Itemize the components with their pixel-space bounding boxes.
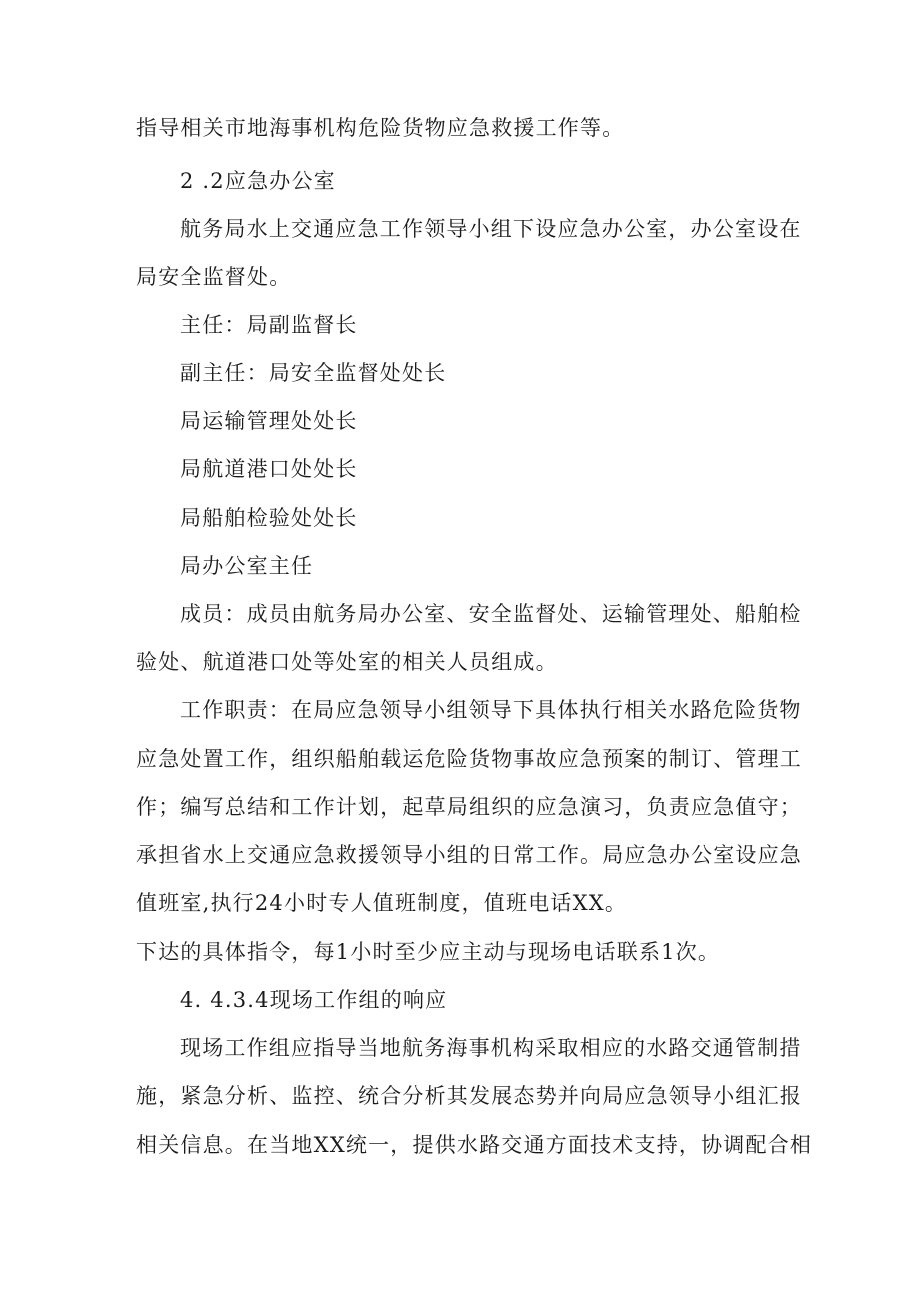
paragraph-line: 应急处置工作，组织船舶载运危险货物事故应急预案的制订、管理工 — [136, 747, 802, 771]
paragraph-line: 承担省水上交通应急救援领导小组的日常工作。局应急办公室设应急 — [136, 843, 802, 867]
paragraph-line: 现场工作组应指导当地航务海事机构采取相应的水路交通管制措 — [180, 1036, 802, 1060]
paragraph-line: 副主任：局安全监督处处长 — [180, 361, 447, 385]
paragraph-line: 指导相关市地海事机构危险货物应急救援工作等。 — [136, 116, 625, 140]
paragraph-line: 工作职责：在局应急领导小组领导下具体执行相关水路危险货物 — [180, 698, 802, 722]
paragraph-line: 作；编写总结和工作计划，起草局组织的应急演习，负责应急值守； — [136, 795, 802, 819]
paragraph-line: 值班室,执行24小时专人值班制度，值班电话XX。 — [136, 891, 628, 915]
paragraph-line: 相关信息。在当地XX统一，提供水路交通方面技术支持，协调配合相 — [136, 1133, 813, 1157]
section-heading: 4. 4.3.4现场工作组的响应 — [180, 988, 448, 1012]
paragraph-line: 局办公室主任 — [180, 554, 314, 578]
paragraph-line: 航务局水上交通应急工作领导小组下设应急办公室，办公室设在 — [180, 217, 802, 241]
paragraph-line: 施，紧急分析、监控、统合分析其发展态势并向局应急领导小组汇报 — [136, 1084, 802, 1108]
paragraph-line: 局航道港口处处长 — [180, 457, 358, 481]
paragraph-line: 验处、航道港口处等处室的相关人员组成。 — [136, 650, 558, 674]
paragraph-line: 局运输管理处处长 — [180, 409, 358, 433]
paragraph-line: 局船舶检验处处长 — [180, 506, 358, 530]
paragraph-line: 主任：局副监督长 — [180, 313, 358, 337]
section-heading: 2 .2应急办公室 — [180, 169, 336, 193]
paragraph-line: 下达的具体指令，每1小时至少应主动与现场电话联系1次。 — [136, 940, 721, 964]
paragraph-line: 局安全监督处。 — [136, 265, 292, 289]
paragraph-line: 成员：成员由航务局办公室、安全监督处、运输管理处、船舶检 — [180, 602, 802, 626]
